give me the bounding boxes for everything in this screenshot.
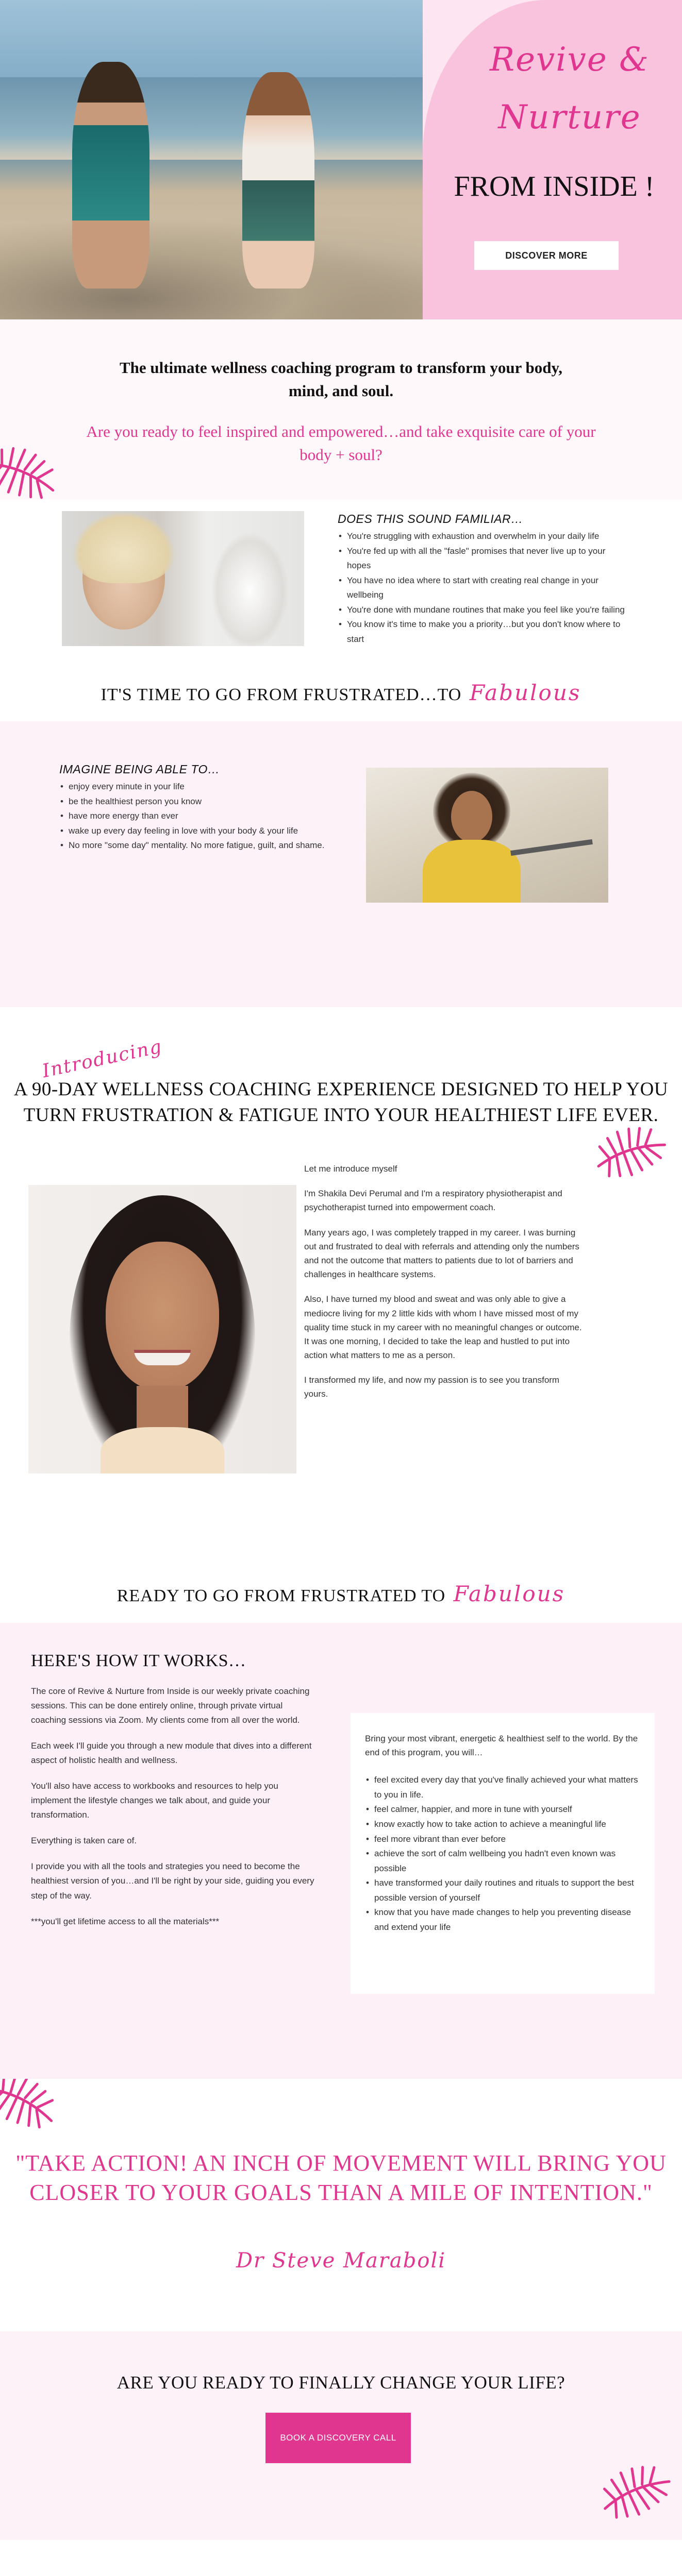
- list-item: • know exactly how to take action to achieve a meaningful life: [365, 1817, 640, 1832]
- bio-paragraph: Also, I have turned my blood and sweat and was only able to give a mediocre living for my 2 little kids with whom I have missed most of my quality time stuck in my career with no meaningful changes or outcome. It was one morning, I decided to take the leap and hustled to put into action what matters to me as a person.: [304, 1294, 582, 1361]
- how-it-works-text: [31, 1651, 317, 1940]
- outcomes-card: [351, 1713, 655, 1994]
- list-item: • feel calmer, happier, and more in tune with yourself: [365, 1802, 640, 1817]
- imagine-section: [0, 721, 682, 1007]
- bio-paragraph: Many years ago, I was completely trapped in my career. I was burning out and frustrated to deal with referrals and attending only the numbers and not the outcome that matters to patients due to lot of barriers and challenges in healthcare systems.: [304, 1227, 579, 1280]
- portrait-smile: [134, 1350, 191, 1365]
- fabulous-script-2: Fabulous: [453, 1581, 565, 1606]
- photo-bicycle: [510, 839, 593, 856]
- frustrated-text-2: READY TO GO FROM FRUSTRATED TO: [117, 1586, 446, 1605]
- imagine-heading: IMAGINE BEING ABLE TO…: [59, 762, 220, 776]
- portrait-face: [106, 1242, 219, 1391]
- program-title: A 90-DAY WELLNESS COACHING EXPERIENCE DESIGNED TO HELP YOU TURN FRUSTRATION & FATIGUE INTO YOUR HEALTHIEST LIFE EVER.: [13, 1079, 669, 1126]
- frustrated-heading-2: [0, 1581, 682, 1606]
- right-for-you-section: [0, 2540, 682, 2576]
- frustrated-heading: [0, 680, 682, 705]
- how-paragraph: Everything is taken care of.: [31, 1836, 137, 1846]
- photo-reflection: [211, 532, 289, 646]
- hero-panel: [423, 0, 682, 319]
- quote-section: [0, 2079, 682, 2331]
- how-paragraph: The core of Revive & Nurture from Inside is our weekly private coaching sessions. This can be done entirely online, through private virtual coaching sessions via Zoom. My clients come from all over the world.: [31, 1686, 310, 1725]
- list-item: • wake up every day feeling in love with your body & your life: [59, 824, 343, 839]
- intro-question: Are you ready to feel inspired and empowered…and take exquisite care of your body + soul?: [86, 422, 596, 464]
- bio-paragraph: Let me introduce myself: [304, 1164, 397, 1174]
- intro-headline: The ultimate wellness coaching program to transform your body, mind, and soul.: [119, 359, 563, 400]
- fabulous-script: Fabulous: [469, 680, 581, 705]
- introducing-section: [0, 1007, 682, 1579]
- portrait-neck: [137, 1386, 188, 1432]
- reflective-woman-photo: [62, 511, 304, 646]
- coach-portrait: [28, 1185, 296, 1473]
- how-paragraph: I provide you with all the tools and strategies you need to become the healthiest version of you…and I'll be right by your side, guiding you every step of the way.: [31, 1861, 314, 1901]
- hero-title: FROM INSIDE !: [454, 171, 655, 202]
- list-item: • You're done with mundane routines that make you feel like you're failing: [338, 603, 626, 618]
- palm-leaf-icon: [0, 434, 69, 500]
- sound-familiar-section: [0, 500, 682, 665]
- how-paragraph: ***you'll get lifetime access to all the materials***: [31, 1916, 220, 1926]
- list-item: • know that you have made changes to help you preventing disease and extend your life: [365, 1905, 640, 1935]
- frustrated-banner: [0, 665, 682, 721]
- how-heading: HERE'S HOW IT WORKS…: [31, 1651, 246, 1670]
- book-discovery-call-button[interactable]: BOOK A DISCOVERY CALL: [265, 2413, 411, 2463]
- palm-leaf-icon: [590, 2449, 682, 2533]
- bio-paragraph: I transformed my life, and now my passion is to see you transform yours.: [304, 1375, 560, 1399]
- how-paragraph: Each week I'll guide you through a new module that dives into a different aspect of holistic health and wellness.: [31, 1741, 312, 1766]
- outcomes-list: [365, 1773, 640, 1935]
- list-item: • You're fed up with all the "fasle" promises that never live up to your hopes: [338, 544, 626, 573]
- list-item: • You know it's time to make you a priority…but you don't know where to start: [338, 617, 626, 647]
- running-girl-figure: [242, 72, 314, 289]
- list-item: • You have no idea where to start with creating real change in your wellbeing: [338, 573, 626, 603]
- list-item: • feel excited every day that you've finally achieved your what matters to you in life.: [365, 1773, 640, 1802]
- quote-text: "TAKE ACTION! AN INCH OF MOVEMENT WILL BRING YOU CLOSER TO YOUR GOALS THAN A MILE OF INTENTION.": [15, 2150, 667, 2206]
- cyclist-woman-photo: [366, 768, 608, 903]
- quote-author: Dr Steve Maraboli: [236, 2249, 446, 2273]
- hero-photo: [0, 0, 423, 319]
- ready-section: [0, 2331, 682, 2540]
- familiar-list-block: [338, 512, 626, 647]
- how-paragraph: You'll also have access to workbooks and resources to help you implement the lifestyle changes we talk about, and guide your transformation.: [31, 1781, 278, 1820]
- portrait-top: [101, 1427, 224, 1473]
- list-item: • No more "some day" mentality. No more fatigue, guilt, and shame.: [59, 838, 343, 853]
- frustrated-banner-2: [0, 1579, 682, 1623]
- list-item: • feel more vibrant than ever before: [365, 1832, 640, 1847]
- how-it-works-section: [0, 1623, 682, 2079]
- photo-body: [423, 840, 521, 903]
- familiar-heading: DOES THIS SOUND FAMILIAR…: [338, 512, 523, 526]
- list-item: • achieve the sort of calm wellbeing you hadn't even known was possible: [365, 1846, 640, 1876]
- list-item: • enjoy every minute in your life: [59, 779, 343, 794]
- introducing-script: Introducing: [40, 1036, 164, 1082]
- discover-more-button[interactable]: DISCOVER MORE: [474, 241, 619, 270]
- list-item: • have more energy than ever: [59, 809, 343, 824]
- intro-section: [0, 319, 682, 500]
- photo-hair: [72, 511, 175, 583]
- list-item: • be the healthiest person you know: [59, 794, 343, 809]
- hero-section: [0, 0, 682, 319]
- card-intro: Bring your most vibrant, energetic & healthiest self to the world. By the end of this program, you will…: [365, 1734, 638, 1758]
- photo-face: [451, 791, 492, 842]
- coach-bio: [304, 1162, 583, 1412]
- rocks-foreground: [0, 216, 423, 319]
- imagine-list: [59, 779, 343, 853]
- running-woman-figure: [72, 62, 149, 289]
- palm-leaf-icon: [0, 2079, 70, 2144]
- list-item: • You're struggling with exhaustion and overwhelm in your daily life: [338, 529, 626, 544]
- bio-paragraph: I'm Shakila Devi Perumal and I'm a respiratory physiotherapist and psychotherapist turned into empowerment coach.: [304, 1189, 562, 1213]
- familiar-list: [338, 529, 626, 647]
- imagine-list-block: [59, 762, 343, 853]
- hero-script-title: Revive & Nurture: [489, 41, 650, 137]
- list-item: • have transformed your daily routines and rituals to support the best possible version of yourself: [365, 1876, 640, 1905]
- ready-title: ARE YOU READY TO FINALLY CHANGE YOUR LIFE?: [117, 2372, 565, 2393]
- sea-background: [0, 77, 423, 160]
- frustrated-text: IT'S TIME TO GO FROM FRUSTRATED…TO: [101, 685, 462, 704]
